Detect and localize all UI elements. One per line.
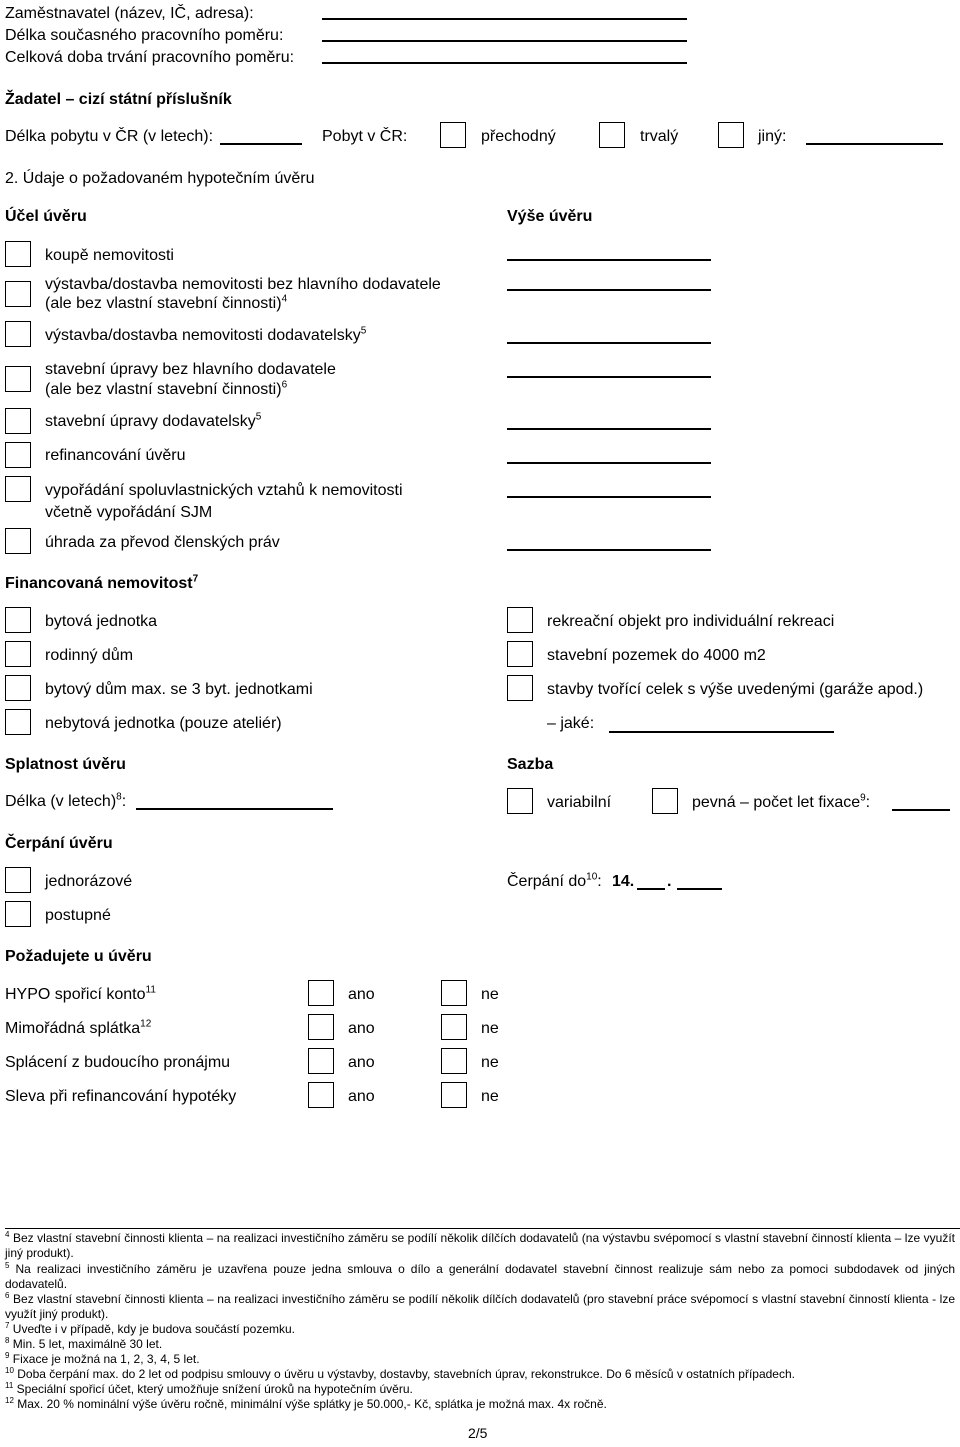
footnote: $^5$ Na realizaci investičního záměru je uzavřena pouze jedna smlouva o dílo a generální dodavatel stavební činnost realizuje sám nebo za pomoci subdodavek od jiných dodavatelů. — [5, 1261, 955, 1291]
property-heading: Financovaná nemovitost$^7$ — [5, 573, 199, 592]
drawdown-option-label: postupné — [45, 907, 111, 924]
amount-field[interactable] — [507, 462, 711, 464]
footnote-divider — [5, 1228, 960, 1229]
request-yes-label: ano — [348, 1054, 375, 1071]
request-yes-checkbox[interactable] — [308, 1082, 334, 1108]
request-yes-checkbox[interactable] — [308, 1048, 334, 1074]
stay-other-label: jiný: — [758, 128, 787, 145]
drawdown-heading: Čerpání úvěru — [5, 835, 113, 852]
footnote: $^7$ Uveďte i v případě, kdy je budova součástí pozemku. — [5, 1321, 295, 1336]
amount-field[interactable] — [507, 289, 711, 291]
property-option-label: bytový dům max. se 3 byt. jednotkami — [45, 681, 313, 698]
drawdown-until-label: Čerpání $do^{10}$: — [507, 871, 602, 890]
footnote: $^8$ Min. 5 let, maximálně 30 let. — [5, 1336, 163, 1351]
purpose-label-line2: (ale bez vlastní stavební činnosti)$^4$ — [45, 293, 288, 312]
stay-permanent-label: trvalý — [640, 128, 679, 145]
property-which-field[interactable] — [609, 731, 834, 733]
request-no-checkbox[interactable] — [441, 980, 467, 1006]
purpose-checkbox[interactable] — [5, 528, 31, 554]
repayment-length-field[interactable] — [136, 808, 333, 810]
purpose-checkbox[interactable] — [5, 476, 31, 502]
purpose-label: výstavba/dostavba nemovitosti dodavatelsky$^5$ — [45, 325, 367, 344]
rate-fixed-label: pevná – počet let fixace$^9$: — [692, 792, 871, 811]
purpose-checkbox[interactable] — [5, 321, 31, 347]
stay-permanent-checkbox[interactable] — [599, 122, 625, 148]
property-option-checkbox[interactable] — [5, 675, 31, 701]
property-option-checkbox[interactable] — [5, 641, 31, 667]
stay-length-label: Délka pobytu v ČR (v letech): — [5, 128, 214, 145]
purpose-label: refinancování úvěru — [45, 447, 186, 464]
request-no-label: ne — [481, 1088, 499, 1105]
employer-field[interactable] — [322, 18, 687, 20]
purpose-label-line2: včetně vypořádání SJM — [45, 504, 213, 521]
duration-current-label: Délka současného pracovního poměru: — [5, 27, 284, 44]
purpose-checkbox[interactable] — [5, 366, 31, 392]
property-option-label: nebytová jednotka (pouze ateliér) — [45, 715, 282, 732]
requests-heading: Požadujete u úvěru — [5, 948, 152, 965]
footnote: $^9$ Fixace je možná na 1, 2, 3, 4, 5 let. — [5, 1351, 200, 1366]
amount-field[interactable] — [507, 549, 711, 551]
purpose-checkbox[interactable] — [5, 241, 31, 267]
property-option-label: rodinný dům — [45, 647, 134, 664]
request-no-checkbox[interactable] — [441, 1082, 467, 1108]
drawdown-option-checkbox[interactable] — [5, 867, 31, 893]
property-option-label: stavební pozemek do 4000 m2 — [547, 647, 766, 664]
request-yes-label: ano — [348, 986, 375, 1003]
rate-fixed-checkbox[interactable] — [652, 788, 678, 814]
request-no-label: ne — [481, 1020, 499, 1037]
purpose-checkbox[interactable] — [5, 442, 31, 468]
rate-variable-label: variabilní — [547, 794, 612, 811]
duration-total-label: Celková doba trvání pracovního poměru: — [5, 49, 295, 66]
drawdown-month-field[interactable] — [637, 888, 665, 890]
purpose-label-line2: (ale bez vlastní stavební činnosti)$^6$ — [45, 379, 288, 398]
request-yes-checkbox[interactable] — [308, 1014, 334, 1040]
request-item-label: HYPO spořicí konto$^{11}$ — [5, 984, 156, 1003]
request-no-label: ne — [481, 986, 499, 1003]
request-no-checkbox[interactable] — [441, 1014, 467, 1040]
amount-field[interactable] — [507, 259, 711, 261]
property-option-label: stavby tvořící celek s výše uvedenými (garáže apod.) — [547, 681, 924, 698]
drawdown-option-label: jednorázové — [45, 873, 133, 890]
stay-temporary-label: přechodný — [481, 128, 556, 145]
property-option-checkbox[interactable] — [507, 607, 533, 633]
request-item-label: Mimořádná splátka$^{12}$ — [5, 1018, 152, 1037]
amount-field[interactable] — [507, 376, 711, 378]
purpose-label: vypořádání spoluvlastnických vztahů k nemovitosti — [45, 482, 403, 499]
footnote: $^4$ Bez vlastní stavební činnosti klienta – na realizaci investičního záměru se podílí několik dílčích dodavatelů (na výstavbu svépomocí s vlastní stavební činností klienta – lze využít jiný produkt). — [5, 1230, 955, 1260]
employer-label: Zaměstnavatel (název, IČ, adresa): — [5, 5, 254, 22]
drawdown-until-dot: . — [667, 873, 672, 890]
property-which-label: – jaké: — [547, 715, 595, 732]
stay-temporary-checkbox[interactable] — [440, 122, 466, 148]
page-number: 2/5 — [468, 1425, 488, 1441]
property-option-checkbox[interactable] — [5, 607, 31, 633]
purpose-checkbox[interactable] — [5, 408, 31, 434]
property-option-checkbox[interactable] — [5, 709, 31, 735]
request-no-label: ne — [481, 1054, 499, 1071]
repayment-length-label: Délka (v letech)$^8$: — [5, 791, 127, 810]
property-option-label: rekreační objekt pro individuální rekreaci — [547, 613, 835, 630]
rate-heading: Sazba — [507, 756, 554, 773]
footnote: $^6$ Bez vlastní stavební činnosti klienta – na realizaci investičního záměru se podílí několik dílčích dodavatelů (pro stavební práce svépomocí s vlastní stavební činností klienta - lze využít jiný produkt). — [5, 1291, 955, 1321]
stay-other-field[interactable] — [806, 143, 943, 145]
amount-heading: Výše úvěru — [507, 208, 593, 225]
drawdown-year-field[interactable] — [677, 888, 722, 890]
duration-current-field[interactable] — [322, 40, 687, 42]
purpose-label: koupě nemovitosti — [45, 247, 174, 264]
purpose-checkbox[interactable] — [5, 281, 31, 307]
footnote: $^{11}$ Speciální spořicí účet, který umožňuje snížení úroků na hypotečním úvěru. — [5, 1381, 413, 1396]
amount-field[interactable] — [507, 342, 711, 344]
request-item-label: Sleva při refinancování hypotéky — [5, 1088, 237, 1105]
property-option-checkbox[interactable] — [507, 641, 533, 667]
purpose-label: výstavba/dostavba nemovitosti bez hlavního dodavatele — [45, 276, 441, 293]
stay-other-checkbox[interactable] — [718, 122, 744, 148]
footnote: $^{12}$ Max. 20 % nominální výše úvěru ročně, minimální výše splátky je 50.000,- Kč, splátka je možná max. 4x ročně. — [5, 1396, 607, 1411]
section2-heading: 2. Údaje o požadovaném hypotečním úvěru — [5, 170, 315, 187]
repayment-heading: Splatnost úvěru — [5, 756, 126, 773]
property-option-checkbox[interactable] — [507, 675, 533, 701]
request-no-checkbox[interactable] — [441, 1048, 467, 1074]
amount-field[interactable] — [507, 496, 711, 498]
purpose-label: úhrada za převod členských práv — [45, 534, 280, 551]
property-option-label: bytová jednotka — [45, 613, 158, 630]
purpose-label: stavební úpravy dodavatelsky$^5$ — [45, 411, 262, 430]
request-item-label: Splácení z budoucího pronájmu — [5, 1054, 231, 1071]
rate-variable-checkbox[interactable] — [507, 788, 533, 814]
request-yes-checkbox[interactable] — [308, 980, 334, 1006]
rate-fixed-years-field[interactable] — [892, 809, 950, 811]
drawdown-until-value: 14. — [612, 873, 635, 890]
amount-field[interactable] — [507, 428, 711, 430]
drawdown-option-checkbox[interactable] — [5, 901, 31, 927]
request-yes-label: ano — [348, 1020, 375, 1037]
request-yes-label: ano — [348, 1088, 375, 1105]
purpose-heading: Účel úvěru — [5, 208, 87, 225]
stay-length-field[interactable] — [220, 143, 302, 145]
footnote: $^{10}$ Doba čerpání max. do 2 let od podpisu smlouvy o úvěru u výstavby, dostavby, stavebních úprav, rekonstrukce. Do 6 měsíců v ostatních případech. — [5, 1366, 795, 1381]
purpose-label: stavební úpravy bez hlavního dodavatele — [45, 361, 336, 378]
duration-total-field[interactable] — [322, 62, 687, 64]
foreigner-heading: Žadatel – cizí státní příslušník — [5, 91, 232, 108]
stay-label: Pobyt v ČR: — [322, 128, 408, 145]
